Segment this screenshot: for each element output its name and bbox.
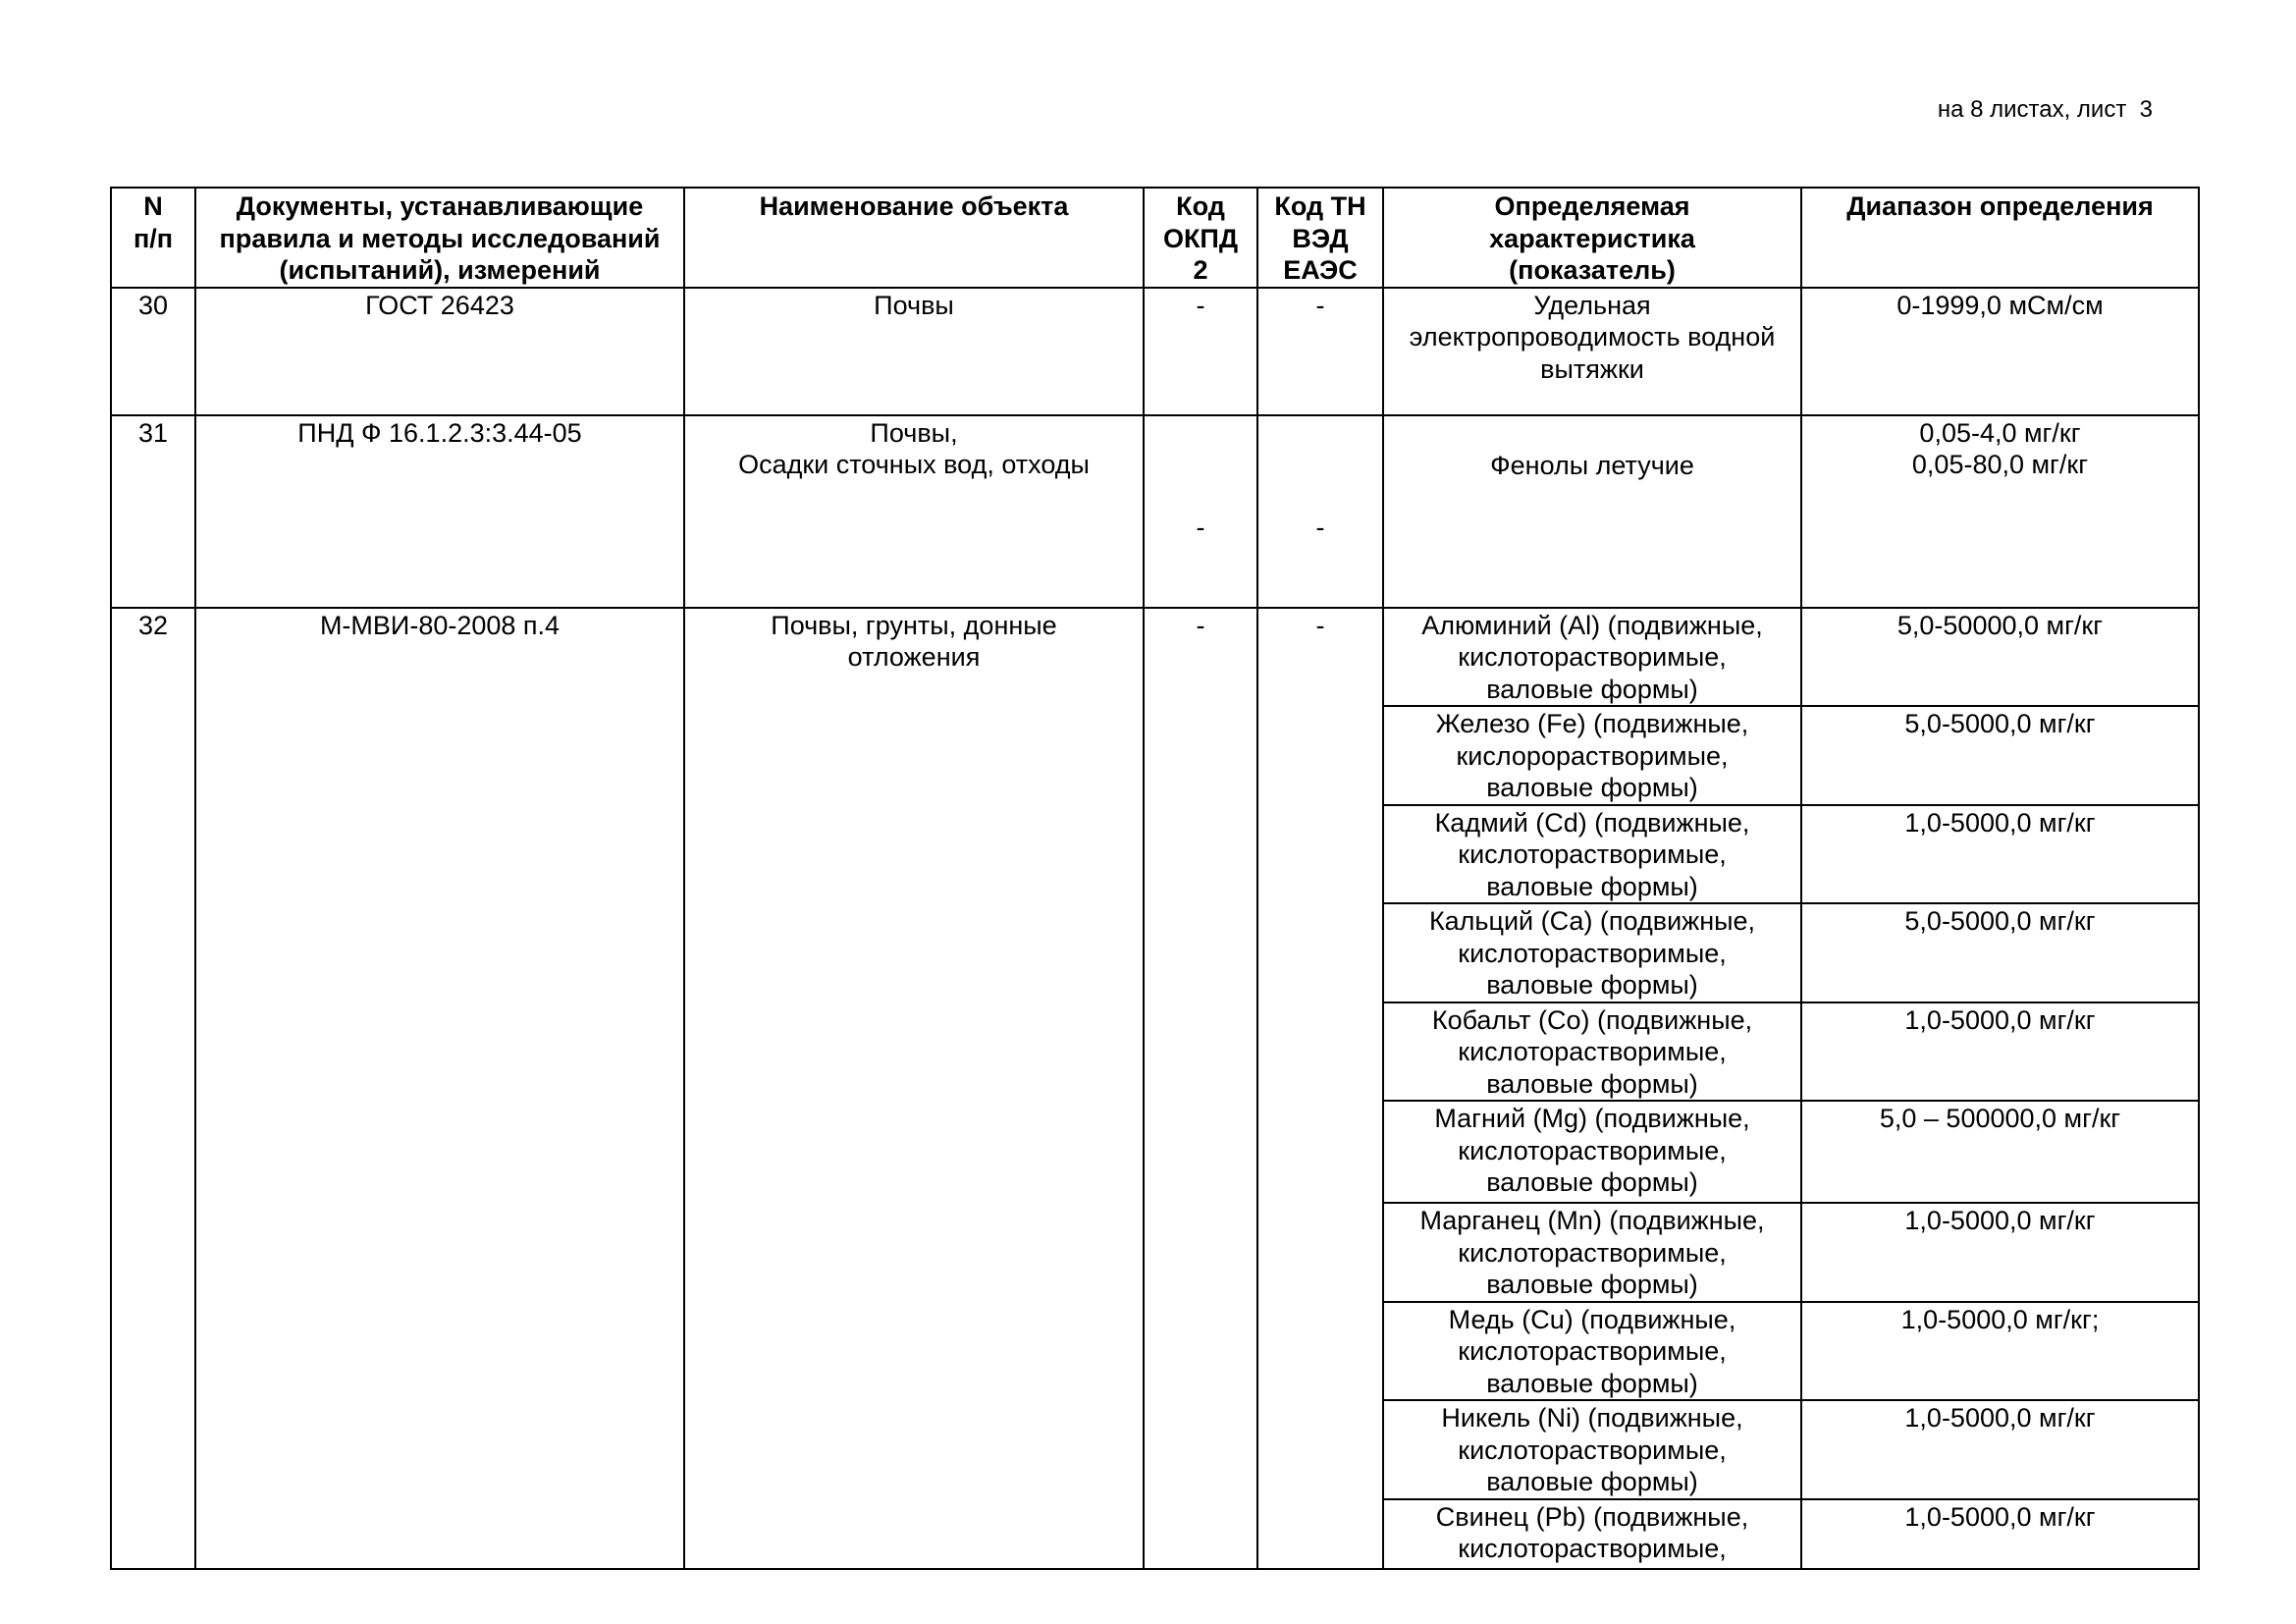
range-cell: 0,05-4,0 мг/кг 0,05-80,0 мг/кг [1801,415,2199,608]
column-header-okpd: Код ОКПД 2 [1144,188,1257,288]
column-header-number: N п/п [111,188,195,288]
range-cell: 0-1999,0 мСм/см [1801,288,2199,415]
characteristic-cell: Магний (Mg) (подвижные, кислоторастворимые, валовые формы) [1383,1101,1801,1203]
row-number: 31 [111,415,195,608]
range-cell: 1,0-5000,0 мг/кг [1801,1400,2199,1499]
row-number: 32 [111,608,195,1569]
column-header-object: Наименование объекта [684,188,1144,288]
table-row [111,415,2199,608]
column-header-documents: Документы, устанавливающие правила и методы исследований (испытаний), измерений [195,188,684,288]
characteristic-cell: Медь (Cu) (подвижные, кислоторастворимые, валовые формы) [1383,1302,1801,1401]
okpd-cell: - [1144,415,1257,608]
table-row [111,288,2199,415]
characteristic-cell: Кобальт (Со) (подвижные, кислоторастворимые, валовые формы) [1383,1002,1801,1102]
document-cell: ПНД Ф 16.1.2.3:3.44-05 [195,415,684,608]
page-info: на 8 листах, лист 3 [1937,96,2153,123]
table-header-row [111,188,2199,288]
range-cell: 1,0-5000,0 мг/кг [1801,805,2199,904]
characteristic-cell: Никель (Ni) (подвижные, кислоторастворимые, валовые формы) [1383,1400,1801,1499]
document-cell: ГОСТ 26423 [195,288,684,415]
object-cell: Почвы [684,288,1144,415]
characteristic-cell: Кальций (Са) (подвижные, кислоторастворимые, валовые формы) [1383,903,1801,1002]
tnved-cell: - [1257,608,1383,1569]
range-cell: 1,0-5000,0 мг/кг [1801,1002,2199,1102]
characteristic-cell: Кадмий (Cd) (подвижные, кислоторастворимые, валовые формы) [1383,805,1801,904]
row-number: 30 [111,288,195,415]
range-cell: 1,0-5000,0 мг/кг [1801,1203,2199,1302]
range-cell: 1,0-5000,0 мг/кг [1801,1499,2199,1569]
table-row [111,608,2199,707]
range-cell: 5,0-5000,0 мг/кг [1801,706,2199,805]
range-cell: 5,0-5000,0 мг/кг [1801,903,2199,1002]
characteristic-cell: Алюминий (Al) (подвижные, кислоторастворимые, валовые формы) [1383,608,1801,707]
tnved-cell: - [1257,415,1383,608]
characteristic-cell: Свинец (Pb) (подвижные, кислоторастворимые, [1383,1499,1801,1569]
accreditation-scope-table [110,187,2200,1570]
characteristic-cell: Фенолы летучие [1383,415,1801,608]
characteristic-cell: Марганец (Mn) (подвижные, кислоторастворимые, валовые формы) [1383,1203,1801,1302]
column-header-tnved: Код ТН ВЭД ЕАЭС [1257,188,1383,288]
characteristic-cell: Удельная электропроводимость водной вытяжки [1383,288,1801,415]
okpd-cell: - [1144,288,1257,415]
column-header-characteristic: Определяемая характеристика (показатель) [1383,188,1801,288]
tnved-cell: - [1257,288,1383,415]
range-cell: 5,0-50000,0 мг/кг [1801,608,2199,707]
range-cell: 1,0-5000,0 мг/кг; [1801,1302,2199,1401]
characteristic-cell: Железо (Fe) (подвижные, кислорорастворимые, валовые формы) [1383,706,1801,805]
object-cell: Почвы, Осадки сточных вод, отходы [684,415,1144,608]
range-cell: 5,0 – 500000,0 мг/кг [1801,1101,2199,1203]
okpd-cell: - [1144,608,1257,1569]
document-cell: М-МВИ-80-2008 п.4 [195,608,684,1569]
object-cell: Почвы, грунты, донные отложения [684,608,1144,1569]
column-header-range: Диапазон определения [1801,188,2199,288]
